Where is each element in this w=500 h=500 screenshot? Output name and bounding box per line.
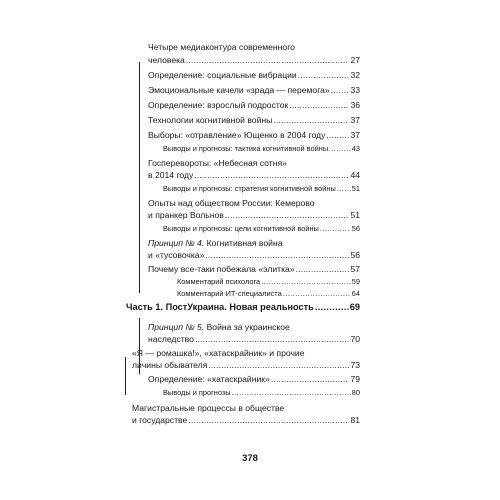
toc-entry-title: Выводы и прогнозы: цели когнитивной войны — [163, 224, 319, 233]
toc-entry-title: человека — [148, 55, 185, 65]
leader-dots — [195, 334, 350, 345]
leader-dots — [188, 415, 349, 426]
leader-dots — [271, 374, 350, 385]
toc-entry-title: и государстве — [132, 415, 188, 425]
toc-entry-title: Определение: взрослый подросток — [148, 100, 289, 110]
toc-entry-page: 27 — [350, 55, 360, 65]
toc-entry-title — [148, 238, 282, 249]
toc-entry-page: 81 — [350, 415, 360, 425]
toc-entry-page: 69 — [349, 302, 360, 312]
toc-entry-page: 43 — [351, 144, 360, 153]
toc-entry-title: и пранкер Вольнов — [148, 210, 224, 220]
toc-entry-page: 79 — [350, 374, 360, 384]
toc-entry-title — [148, 322, 290, 333]
leader-dots — [315, 302, 349, 313]
leader-dots — [194, 170, 349, 181]
principle-title: Когнитивная война — [204, 238, 283, 248]
toc-entry[interactable] — [132, 403, 360, 414]
toc-entry[interactable] — [148, 198, 360, 209]
toc-entry[interactable] — [148, 250, 360, 261]
leader-dots — [232, 387, 351, 398]
toc-entry-title: Часть 1. ПостУкраина. Новая реальность — [126, 302, 314, 312]
toc-entry[interactable] — [132, 348, 360, 359]
toc-entry-page: 37 — [350, 130, 360, 140]
toc-entry[interactable] — [148, 100, 360, 111]
toc-entry-title: Выводы и прогнозы: стратегия когнитивной войны — [163, 184, 336, 193]
toc-entry-title: Опыты над обществом России: Кемерово — [148, 198, 315, 208]
toc-entry-title: Почему все-таки побежала «элитка» — [148, 264, 295, 274]
leader-dots — [296, 264, 350, 275]
toc-entry-title: Технологии когнитивной войны — [148, 115, 273, 125]
toc-entry-page: 57 — [350, 264, 360, 274]
toc-entry[interactable] — [148, 238, 360, 249]
toc-entry[interactable] — [132, 415, 360, 426]
toc-entry[interactable] — [148, 264, 360, 275]
leader-dots — [225, 210, 350, 221]
toc-entry-title: личины обывателя — [132, 360, 208, 370]
toc-entry[interactable] — [148, 210, 360, 221]
toc-entry[interactable] — [148, 85, 360, 96]
toc-entry-page: 37 — [350, 115, 360, 125]
toc-entry-title: Госперевороты: «Небесная сотня» — [148, 158, 287, 168]
page-number: 378 — [242, 453, 258, 464]
toc-entry-page: 73 — [350, 360, 360, 370]
toc-subentry[interactable] — [163, 387, 360, 398]
toc-entry-page: 59 — [351, 277, 360, 286]
toc-entry-title: в 2014 году — [148, 170, 194, 180]
leader-dots — [186, 55, 350, 66]
toc-entry-title: Четыре медиаконтура современного — [148, 42, 295, 52]
leader-dots — [298, 70, 350, 81]
toc-entry-page: 80 — [351, 388, 360, 397]
leader-dots — [289, 100, 349, 111]
toc-entry-page: 64 — [351, 289, 360, 298]
toc-entry[interactable] — [148, 322, 360, 333]
toc-entry-title: Выборы: «отравление» Ющенко в 2004 году — [148, 130, 326, 140]
leader-dots — [320, 223, 351, 234]
leader-dots — [205, 250, 349, 261]
toc-entry-title: Выводы и прогнозы: тактика когнитивной войны. — [163, 144, 331, 153]
toc-entry-title: Эмоциональные качели «зрада — перемога» — [148, 85, 330, 95]
toc-entry-title: Комментарий ИТ-специалиста — [177, 289, 282, 298]
toc-entry-page: 70 — [350, 334, 360, 344]
principle-label: Принцип № 5. — [148, 322, 205, 332]
toc-entry[interactable] — [148, 158, 360, 169]
toc-entry[interactable] — [148, 374, 360, 385]
toc-entry-page: 56 — [351, 224, 360, 233]
toc-entry-page: 36 — [350, 100, 360, 110]
toc-entry-page: 56 — [350, 250, 360, 260]
toc-entry[interactable] — [148, 70, 360, 81]
toc-subentry[interactable] — [163, 143, 360, 154]
leader-dots — [337, 183, 351, 194]
toc-entry[interactable] — [148, 55, 360, 66]
leader-dots — [331, 143, 351, 154]
toc-entry-title: Определение: «хатаскрайник» — [148, 374, 270, 384]
toc-entry-page: 33 — [350, 85, 360, 95]
toc-entry-title: Комментарий психолога — [177, 277, 261, 286]
toc-subentry[interactable] — [163, 223, 360, 234]
toc-entry-title: и «тусовочка» — [148, 250, 205, 260]
toc-entry[interactable] — [148, 170, 360, 181]
toc-subentry[interactable] — [177, 288, 360, 299]
leader-dots — [326, 130, 349, 141]
toc-entry[interactable] — [148, 334, 360, 345]
toc-entry[interactable] — [148, 115, 360, 126]
leader-dots — [261, 276, 351, 287]
section-rule — [125, 357, 126, 395]
toc-part-heading[interactable] — [126, 302, 360, 313]
toc-entry[interactable] — [132, 360, 360, 371]
section-rule — [139, 62, 140, 293]
toc-entry[interactable] — [148, 130, 360, 141]
toc-entry-title: Выводы и прогнозы — [163, 388, 231, 397]
toc-entry-title: «Я — ромашка!», «хатаскрайник» и прочие — [132, 348, 305, 358]
principle-label: Принцип № 4. — [148, 238, 205, 248]
toc-subentry[interactable] — [177, 276, 360, 287]
leader-dots — [331, 85, 350, 96]
leader-dots — [208, 360, 349, 371]
toc-entry-title: наследство — [148, 334, 194, 344]
toc-entry[interactable] — [148, 42, 360, 53]
principle-title: Война за украинское — [204, 322, 290, 332]
leader-dots — [273, 115, 349, 126]
toc-entry-page: 51 — [350, 210, 360, 220]
toc-entry-page: 51 — [351, 184, 360, 193]
toc-entry-page: 32 — [350, 70, 360, 80]
toc-entry-page: 44 — [350, 170, 360, 180]
leader-dots — [283, 288, 351, 299]
toc-entry-title: Магистральные процессы в обществе — [132, 403, 285, 413]
toc-entry-title: Определение: социальные вибрации — [148, 70, 297, 80]
toc-subentry[interactable] — [163, 183, 360, 194]
